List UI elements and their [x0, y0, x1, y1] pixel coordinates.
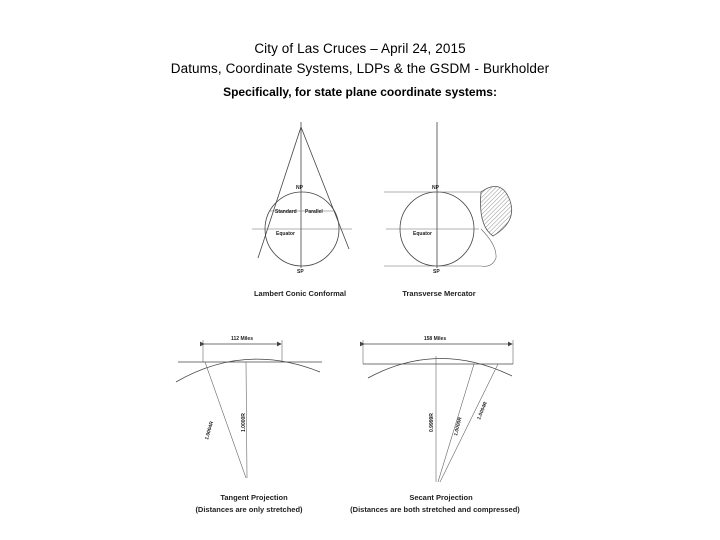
lambert-sp-label: SP — [297, 269, 304, 275]
secant-earth-arc — [368, 358, 512, 378]
tangent-width-label: 112 Miles — [231, 336, 253, 342]
tangent-diagram — [176, 336, 322, 514]
tangent-caption: Tangent Projection — [220, 493, 288, 502]
tangent-scale-outer: 1.0004R — [204, 420, 216, 441]
lambert-equator-label: Equator — [276, 231, 295, 237]
mercator-cylinder-hatch — [481, 186, 512, 236]
mercator-diagram — [384, 122, 512, 298]
lambert-caption: Lambert Conic Conformal — [253, 289, 347, 298]
secant-width-label: 158 Miles — [423, 336, 447, 342]
mercator-caption: Transverse Mercator — [402, 289, 476, 298]
lambert-standard-label: Standard — [275, 209, 297, 215]
secant-caption: Secant Projection — [409, 493, 473, 502]
secant-scale-mid: 1.0000R — [453, 416, 464, 437]
mercator-equator-label: Equator — [413, 231, 432, 237]
secant-radius-outer — [440, 364, 498, 482]
tangent-earth-arc — [176, 359, 320, 382]
mercator-sp-label: SP — [433, 269, 440, 275]
tangent-scale-center: 1.0000R — [241, 413, 247, 432]
secant-scale-outer: 1.0004R — [476, 400, 489, 421]
slide-subtitle: Specifically, for state plane coordinate systems: — [223, 85, 497, 99]
tangent-caption-note: (Distances are only stretched) — [195, 505, 303, 514]
lambert-cone-right — [301, 127, 349, 249]
lambert-diagram — [252, 122, 352, 298]
tangent-radius-outer — [205, 362, 246, 478]
lambert-parallel-label: Parallel — [305, 209, 323, 215]
secant-diagram — [350, 336, 520, 514]
title-line-2: Datums, Coordinate Systems, LDPs & the GSDM - Burkholder — [170, 61, 550, 76]
secant-scale-center: 0.9999R — [429, 413, 435, 432]
secant-caption-note: (Distances are both stretched and compressed) — [350, 505, 520, 514]
lambert-np-label: NP — [296, 185, 303, 191]
mercator-np-label: NP — [432, 185, 439, 191]
title-line-1: City of Las Cruces – April 24, 2015 — [254, 41, 466, 56]
